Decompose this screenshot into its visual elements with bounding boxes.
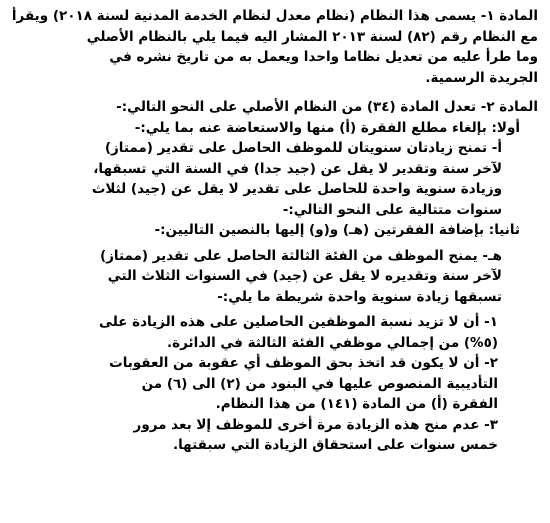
paragraph-h-line: تسبقها زيادة سنوية واحدة شريطة ما يلي:- [217, 288, 502, 305]
section-first: أولا: بإلغاء مطلع الفقرة (أ) منها والاستعاضة عنه بما يلي:- [134, 119, 520, 136]
condition-3 [8, 415, 538, 456]
condition-2-line: التأديبية المنصوص عليها في البنود من (٢) الى (٦) من [141, 375, 498, 392]
article-1 [8, 6, 538, 88]
article-2-heading: المادة ٢- تعدل المادة (٣٤) من النظام الأصلي على النحو التالي:- [116, 99, 538, 115]
condition-2-line: الفقرة (أ) من المادة (١٤١) من هذا النظام. [215, 396, 498, 412]
paragraph-a-line: لآخر سنة وتقدير لا يقل عن (جيد جدا) في السنة التي تسبقها، [93, 160, 502, 177]
paragraph-a-line: أ- تمنح زيادتان سنويتان للموظف الحاصل على تقدير (ممتاز) [104, 140, 502, 156]
condition-2-line: ٢- أن لا يكون قد اتخذ بحق الموظف أي عقوبة من العقوبات [109, 355, 498, 371]
article-1-line: الجريدة الرسمية. [425, 69, 538, 86]
paragraph-h-line: هـ- يمنح الموظف من الفئة الثالثة الحاصل على تقدير (ممتاز) [99, 247, 502, 264]
section-second: ثانيا: بإضافة الفقرتين (هـ) و(و) إليها بالنصين التاليين:- [154, 222, 520, 238]
spacer [8, 88, 538, 97]
article-1-line: وما طرأ عليه من تعديل نظاما واحدا ويعمل به من تاريخ نشره في [109, 49, 538, 65]
condition-3-line: ٣- عدم منح هذه الزيادة مرة أخرى للموظف إلا بعد مرور [133, 416, 498, 433]
paragraph-h [8, 246, 538, 308]
condition-1-line: (٥%) من إجمالي موظفي الفئة الثالثة في الدائرة. [167, 334, 498, 351]
paragraph-a-line: وزيادة سنوية واحدة للحاصل على تقدير لا يقل عن (جيد) لثلاث [91, 181, 502, 197]
paragraph-h-line: لآخر سنة وتقديره لا يقل عن (جيد) في السنوات الثلاث التي [107, 268, 502, 284]
condition-1 [8, 312, 538, 353]
article-1-line: مع النظام رقم (٨٢) لسنة ٢٠١٣ المشار اليه فيما يلي بالنظام الأصلي [86, 28, 538, 45]
article-1-line: المادة ١- يسمى هذا النظام (نظام معدل لنظام الخدمة المدنية لسنة ٢٠١٨) ويقرأ [11, 8, 538, 24]
condition-3-line: خمس سنوات على استحقاق الزيادة التي سبقتها. [172, 437, 498, 453]
paragraph-a [8, 138, 538, 220]
condition-1-line: ١- أن لا تزيد نسبة الموظفين الحاصلين على هذه الزيادة على [99, 314, 498, 330]
paragraph-a-line: سنوات متتالية على النحو التالي:- [282, 201, 502, 218]
condition-2 [8, 353, 538, 415]
article-2 [8, 97, 538, 456]
